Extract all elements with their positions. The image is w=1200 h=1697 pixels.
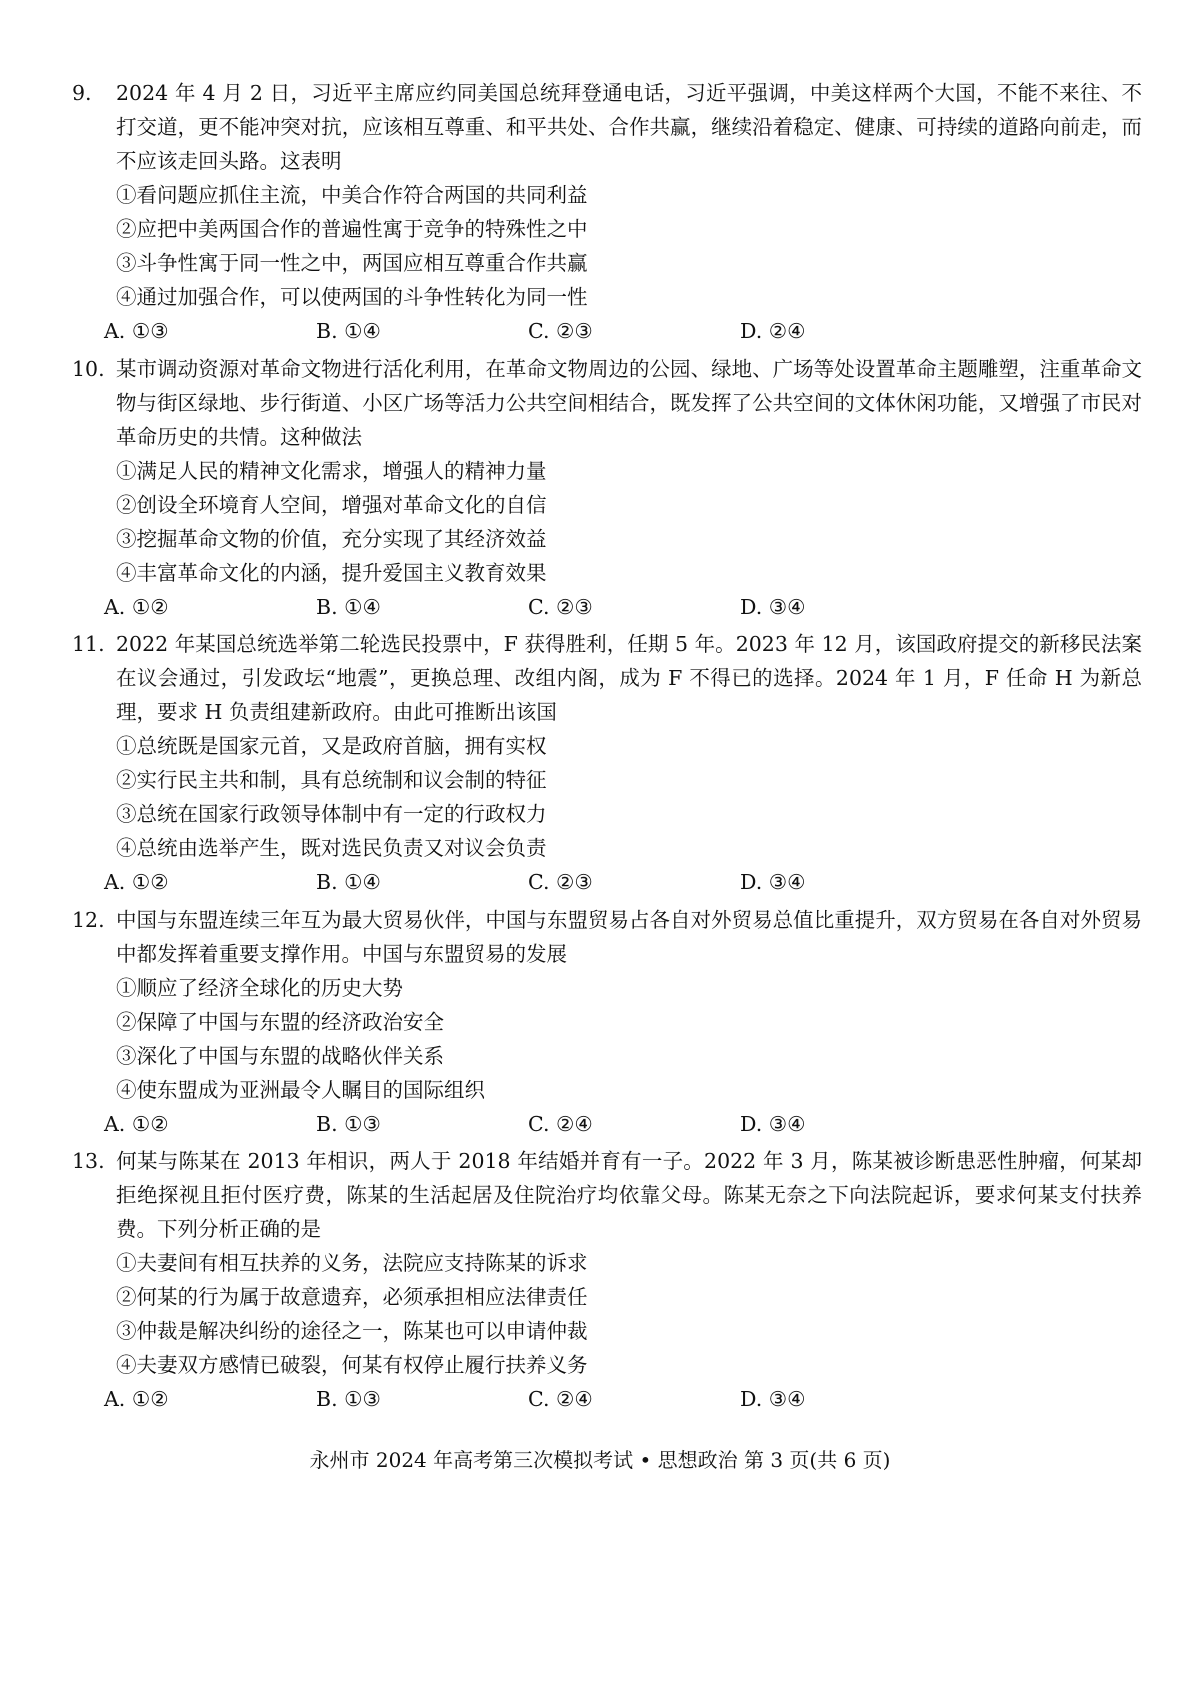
question-number: 13. [72,1149,105,1173]
question-stem [72,627,1142,729]
question-text: 中国与东盟连续三年互为最大贸易伙伴，中国与东盟贸易占各自对外贸易总值比重提升，双方贸易在各自对外贸易中都发挥着重要支撑作用。中国与东盟贸易的发展 [116,908,1142,966]
option-2: ②保障了中国与东盟的经济政治安全 [116,1010,444,1034]
answer-choices [72,314,1142,348]
answer-c: C. ②④ [528,1387,593,1411]
answer-c: C. ②④ [528,1112,593,1136]
question-number: 10. [72,357,105,381]
option-2: ②创设全环境育人空间，增强对革命文化的自信 [116,493,547,517]
option-1: ①夫妻间有相互扶养的义务，法院应支持陈某的诉求 [116,1251,588,1275]
answer-a: A. ①② [104,870,169,894]
question-number: 9. [72,81,92,105]
option-1: ①看问题应抓住主流，中美合作符合两国的共同利益 [116,183,588,207]
question-stem [72,903,1142,971]
option-1: ①总统既是国家元首，又是政府首脑，拥有实权 [116,734,547,758]
option-3: ③挖掘革命文物的价值，充分实现了其经济效益 [116,527,547,551]
option-3: ③仲裁是解决纠纷的途径之一，陈某也可以申请仲裁 [116,1319,588,1343]
answer-choices [72,1107,1142,1141]
answer-choices [72,865,1142,899]
answer-a: A. ①② [104,1112,169,1136]
question-number: 12. [72,908,105,932]
option-2: ②应把中美两国合作的普遍性寓于竞争的特殊性之中 [116,217,588,241]
answer-choices [72,590,1142,624]
option-4: ④夫妻双方感情已破裂，何某有权停止履行扶养义务 [116,1353,588,1377]
option-3: ③总统在国家行政领导体制中有一定的行政权力 [116,802,547,826]
question-10 [72,352,1142,624]
answer-d: D. ③④ [740,595,806,619]
question-stem [72,76,1142,178]
question-13 [72,1144,1142,1416]
answer-b: B. ①④ [316,319,381,343]
question-text: 何某与陈某在 2013 年相识，两人于 2018 年结婚并育有一子。2022 年 3 月，陈某被诊断患恶性肿瘤，何某却拒绝探视且拒付医疗费，陈某的生活起居及住院治疗均依靠父母。陈某无奈之下向法院起诉，要求何某支付扶养费。下列分析正确的是 [116,1149,1142,1241]
answer-b: B. ①③ [316,1112,381,1136]
question-12 [72,903,1142,1141]
question-stem [72,352,1142,454]
answer-a: A. ①② [104,595,169,619]
answer-d: D. ③④ [740,1112,806,1136]
option-2: ②何某的行为属于故意遗弃，必须承担相应法律责任 [116,1285,588,1309]
question-text: 某市调动资源对革命文物进行活化利用，在革命文物周边的公园、绿地、广场等处设置革命主题雕塑，注重革命文物与街区绿地、步行街道、小区广场等活力公共空间相结合，既发挥了公共空间的文体休闲功能，又增强了市民对革命历史的共情。这种做法 [116,357,1142,449]
answer-b: B. ①④ [316,595,381,619]
option-4: ④总统由选举产生，既对选民负责又对议会负责 [116,836,547,860]
answer-d: D. ②④ [740,319,806,343]
option-4: ④使东盟成为亚洲最令人瞩目的国际组织 [116,1078,485,1102]
option-1: ①顺应了经济全球化的历史大势 [116,976,403,1000]
answer-c: C. ②③ [528,870,593,894]
answer-b: B. ①④ [316,870,381,894]
question-number: 11. [72,632,105,656]
option-2: ②实行民主共和制，具有总统制和议会制的特征 [116,768,547,792]
answer-d: D. ③④ [740,870,806,894]
question-text: 2022 年某国总统选举第二轮选民投票中，F 获得胜利，任期 5 年。2023 年 12 月，该国政府提交的新移民法案在议会通过，引发政坛“地震”，更换总理、改组内阁，成为 F 不得已的选择。2024 年 1 月，F 任命 H 为新总理，要求 H 负责组建新政府。由此可推断出该国 [116,632,1142,724]
answer-d: D. ③④ [740,1387,806,1411]
question-9 [72,76,1142,348]
question-text: 2024 年 4 月 2 日，习近平主席应约同美国总统拜登通电话，习近平强调，中美这样两个大国，不能不来往、不打交道，更不能冲突对抗，应该相互尊重、和平共处、合作共赢，继续沿着稳定、健康、可持续的道路向前走，而不应该走回头路。这表明 [116,81,1142,173]
option-4: ④通过加强合作，可以使两国的斗争性转化为同一性 [116,285,588,309]
option-3: ③深化了中国与东盟的战略伙伴关系 [116,1044,444,1068]
answer-c: C. ②③ [528,595,593,619]
answer-a: A. ①③ [104,319,169,343]
option-1: ①满足人民的精神文化需求，增强人的精神力量 [116,459,547,483]
answer-b: B. ①③ [316,1387,381,1411]
answer-a: A. ①② [104,1387,169,1411]
page-footer: 永州市 2024 年高考第三次模拟考试 • 思想政治 第 3 页(共 6 页) [309,1448,891,1472]
answer-c: C. ②③ [528,319,593,343]
question-stem [72,1144,1142,1246]
option-3: ③斗争性寓于同一性之中，两国应相互尊重合作共赢 [116,251,588,275]
option-4: ④丰富革命文化的内涵，提升爱国主义教育效果 [116,561,547,585]
answer-choices [72,1382,1142,1416]
question-11 [72,627,1142,899]
